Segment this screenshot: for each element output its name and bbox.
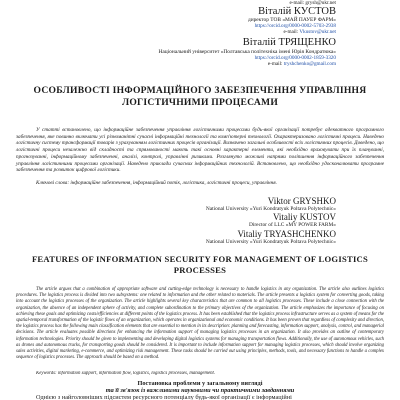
section-heading-line1: Постановка проблеми у загальному вигляді [137, 380, 263, 387]
author1-en-name: Viktor GRYSHKO [267, 196, 336, 206]
author2-name: Віталій КУСТОВ [258, 6, 336, 17]
keywords-ua: Ключові слова: інформаційне забезпечення, інформаційний потік, логістика, логістичні процеси, управління. [36, 180, 277, 186]
author2-affiliation: директор ТОВ «МАЙ ПАУЕР ФАРМ» [247, 17, 336, 23]
author2-en-affiliation: Director of LLC «MY POWER FARM» [249, 222, 336, 228]
author1-email: e-mail: grysh@ukr.net [289, 0, 336, 6]
author2-email-line [283, 29, 336, 35]
section-heading-line2: та її зв'язок із важливими науковими чи практичними завданнями [105, 387, 295, 394]
article-title-en-line2: PROCESSES [173, 265, 227, 275]
author2-orcid-link[interactable]: https://orcid.org/0000-0002-5703-2938 [254, 23, 336, 29]
section-first-line: Однією з найголовніших підсистем ресурсного потенціалу будь-якої організації є інформаційні [36, 394, 292, 400]
abstract-en: The article argues that a combination of appropriate software and cutting-edge technology is necessary to handle logistics in any organization. The article also outlines logistics procedures. The logistics process is divided into two subsystems: one related to information and the other related to materials. The article presents a logistics system for converting goods, taking into account the logistics processes of the organization. The article highlights several key characteristics that are common to all logistics processes. These include a close connection with the organization, the absence of an independent sphere of activity, and complete subordination to the primary objectives of the organization. The article emphasizes the importance of focusing on achieving these goals and optimizing costs/efficiencies at different points of the logistics process. It has been established that the logistics process infrastructure serves as a system of means for the spatial-temporal transformation of the logistic flows of an organization, which operates in organizational and economic conditions. It has been proven that regardless of complexity and direction, the logistics process has the following main classification elements that are essential to mention in its description: planning and forecasting, information support, analysis, control, and managerial decisions. The article evaluates possible directions for enhancing the information support of managing logistics processes in an organization. It also provides an outline of contemporary information technologies. Priority should be given to implementing and developing digital logistics systems for managing transportation flows. Additionally, the use of autonomous vehicles, such as drones and autonomous trucks, for transporting goods should be considered. It is important to include information support for managing logistics processes, which should involve organizing sales activities, digital marketing, e-commerce, and optimizing risk management. These tasks should be carried out using principles, methods, tools, and necessary functions to handle a complex sequence of logistics processes. The approach should be based on a method. [16, 287, 384, 361]
author3-email-label: e-mail: [267, 61, 283, 67]
author3-orcid-link[interactable]: https://orcid.org/0000-0002-1859-3320 [254, 55, 336, 61]
author2-email-link[interactable]: Vkustov@ukr.net [299, 29, 336, 35]
author3-affiliation: Національний університет «Полтавська політехніка імені Юрія Кондратюка» [158, 49, 336, 55]
author3-email-link[interactable]: tryshchenko@gmail.com [283, 61, 336, 67]
keywords-en: Keywords: information support, information flow, logistics, logistics processes, management. [36, 371, 216, 376]
author3-email-line [268, 61, 336, 67]
author1-en-affiliation: National University «Yuri Kondratyuk Poltava Polytechnic» [205, 206, 336, 212]
abstract-ua: У статті встановлено, що інформаційне забезпечення управління логістичними процесами будь-якої організації потребує адекватного програмного забезпечення, яке повинно включати усі різноманітні сучасні інформаційні технології та комп'ютерні технології. Охарактеризовано логістичні процеси. Наведено логістичну систему трансформації товарів з урахуванням логістичних процесів організації. Визначено загальні особливості всіх логістичних процесів. Доведено, що логістичні процеси незалежно від складності та спрямованості мають такі основні характерні елементи, які необхідно враховувати при їх плануванні, прогнозуванні, інформаційному забезпеченні, аналізі, контролі, управлінні ризиками. Розглянуто можливі напрями поліпшення інформаційного забезпечення управління логістичними процесами організації. Наведено приклади сучасних інформаційних технологій. Встановлено, що необхідно удосконалювати програмне забезпечення та розвиток цифрової логістики. [16, 127, 384, 174]
author3-en-affiliation: National University «Yuri Kondratyuk Poltava Polytechnic» [205, 239, 336, 245]
author3-en-name: Vitaliy TRYASHCHENKO [237, 229, 336, 239]
author3-name: Віталій ТРЯЩЕНКО [242, 37, 336, 48]
author2-en-name: Vitaliy KUSTOV [272, 212, 336, 222]
author2-email-label: e-mail: [283, 29, 299, 35]
article-title-en-line1: FEATURES OF INFORMATION SECURITY FOR MANAGEMENT OF LOGISTICS [31, 254, 369, 264]
article-title-ua-line2: ЛОГІСТИЧНИМИ ПРОЦЕСАМИ [121, 97, 279, 108]
article-title-ua-line1: ОСОБЛИВОСТІ ІНФОРМАЦІЙНОГО ЗАБЕЗПЕЧЕННЯ УПРАВЛІННЯ [33, 85, 367, 96]
